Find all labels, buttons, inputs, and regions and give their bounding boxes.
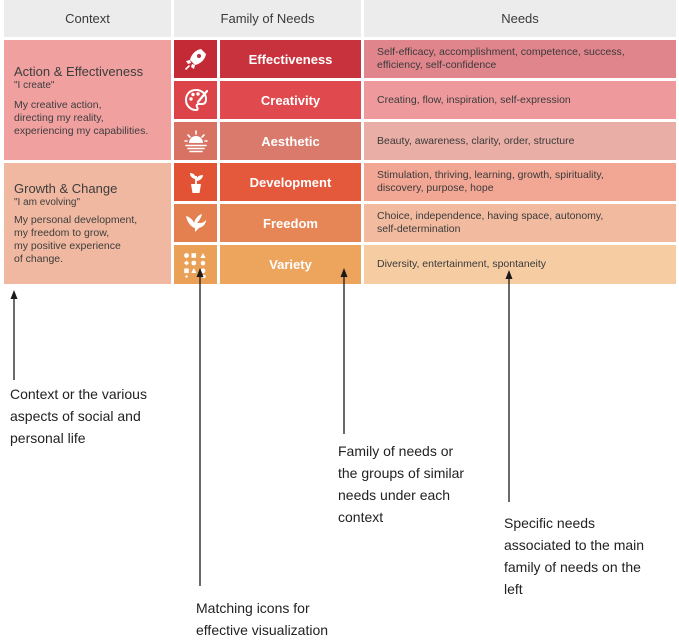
- family-development: Development: [220, 163, 361, 201]
- arrowhead-context: [11, 290, 18, 299]
- needs-line: Choice, independence, having space, autonomy,: [377, 210, 604, 222]
- arrowhead-icons: [197, 268, 204, 277]
- needs-line: Beauty, awareness, clarity, order, structure: [377, 134, 575, 147]
- annotation-line: Matching icons for: [196, 600, 310, 616]
- context-desc-line: my positive experience: [14, 240, 121, 252]
- annotation-line: family of needs on the: [504, 559, 641, 575]
- family-creativity: Creativity: [220, 81, 361, 119]
- header-needs: Needs: [364, 0, 676, 37]
- header-context: Context: [4, 0, 171, 37]
- needs-line: self-determination: [377, 223, 461, 235]
- context-desc-line: directing my reality,: [14, 112, 104, 124]
- annotation-context: [10, 383, 200, 449]
- needs-line: Stimulation, thriving, learning, growth, spirituality,: [377, 169, 604, 181]
- annotation-needs: [504, 512, 679, 600]
- annotation-line: Family of needs or: [338, 443, 454, 459]
- needs-line: Diversity, entertainment, spontaneity: [377, 258, 547, 270]
- annotation-family: [338, 440, 508, 528]
- needs-line: efficiency, self-confidence: [377, 59, 497, 71]
- family-freedom: Freedom: [220, 204, 361, 242]
- annotation-line: personal life: [10, 430, 86, 446]
- annotation-line: effective visualization: [196, 622, 329, 638]
- family-effectiveness: Effectiveness: [220, 40, 361, 78]
- needs-line: Self-efficacy, accomplishment, competence, success,: [377, 46, 625, 58]
- needs-line: discovery, purpose, hope: [377, 182, 494, 194]
- annotation-line: associated to the main: [504, 537, 645, 553]
- annotation-line: the groups of similar: [338, 465, 465, 481]
- family-variety: Variety: [220, 245, 361, 284]
- annotation-line: Specific needs: [504, 515, 596, 531]
- annotation-line: aspects of social and: [10, 408, 141, 424]
- arrowhead-needs: [506, 270, 513, 279]
- annotation-line: needs under each: [338, 487, 451, 503]
- needs-line: Creating, flow, inspiration, self-expression: [377, 93, 571, 106]
- context-desc-line: My creative action,: [14, 99, 102, 111]
- context-quote: "I create": [14, 80, 55, 91]
- annotation-line: Context or the various: [10, 386, 147, 402]
- arrowhead-family: [341, 268, 348, 277]
- header-family-of-needs: Family of Needs: [174, 0, 361, 37]
- context-title: Action & Effectiveness: [14, 64, 144, 79]
- annotation-line: left: [504, 581, 523, 597]
- context-title: Growth & Change: [14, 181, 118, 196]
- context-desc-line: My personal development,: [14, 214, 138, 226]
- annotation-icons: [196, 597, 396, 641]
- context-quote: "I am evolving": [14, 197, 81, 208]
- annotation-line: context: [338, 509, 384, 525]
- family-aesthetic: Aesthetic: [220, 122, 361, 160]
- context-desc-line: of change.: [14, 253, 64, 265]
- context-desc-line: my freedom to grow,: [14, 227, 110, 239]
- context-desc-line: experiencing my capabilities.: [14, 125, 149, 137]
